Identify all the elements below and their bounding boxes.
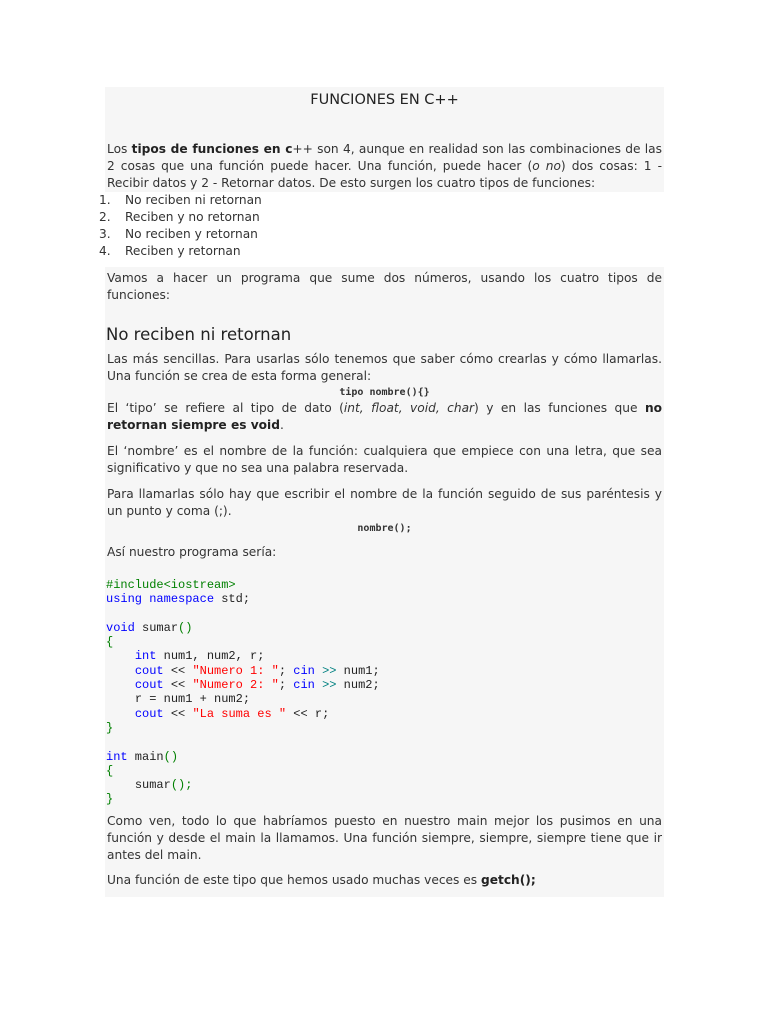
function-types-list xyxy=(99,192,664,260)
como-paragraph: Como ven, todo lo que habríamos puesto en nuestro main mejor los pusimos en una función y desde el main la llamamos. Una función siempre, siempre, siempre tiene que ir antes del main. xyxy=(107,813,662,862)
document-page xyxy=(99,87,664,897)
list-item: 1. No reciben ni retornan xyxy=(99,193,262,207)
program-intro-block xyxy=(105,267,664,310)
tipo-paragraph: El ‘tipo’ se refiere al tipo de dato (int, float, void, char) y en las funciones que no retornan siempre es void. xyxy=(107,401,662,432)
list-item: 2. Reciben y no retornan xyxy=(99,210,260,224)
program-intro-paragraph: Vamos a hacer un programa que sume dos números, usando los cuatro tipos de funciones: xyxy=(107,271,662,302)
list-item: 4. Reciben y retornan xyxy=(99,244,241,258)
llamarlas-paragraph: Para llamarlas sólo hay que escribir el nombre de la función seguido de sus paréntesis y un punto y coma (;). xyxy=(107,487,662,518)
asi-paragraph: Así nuestro programa sería: xyxy=(107,545,277,559)
syntax-call: nombre(); xyxy=(357,523,412,534)
nombre-paragraph: El ‘nombre’ es el nombre de la función: cualquiera que empiece con una letra, que sea significativo y que no sea una palabra reservada. xyxy=(107,444,662,475)
title-text: FUNCIONES EN C++ xyxy=(310,92,459,108)
syntax-general: tipo nombre(){} xyxy=(339,387,430,398)
code-listing: #include<iostream> using namespace std; void sumar() { int num1, num2, r; cout << "Numero 1: "; cin >> num1; cout << "Numero 2: "; cin >> num2; r = num1 + num2; cout << "La suma es " << r; } int main() { sumar(); } xyxy=(106,578,380,807)
intro-block xyxy=(105,141,664,192)
list-item: 3. No reciben y retornan xyxy=(99,227,258,241)
getch-paragraph: Una función de este tipo que hemos usado muchas veces es getch(); xyxy=(107,872,536,887)
intro-paragraph: Los tipos de funciones en c++ son 4, aunque en realidad son las combinaciones de las 2 cosas que una función puede hacer. Una función, puede hacer (o no) dos cosas: 1 - Recibir datos y 2 - Retornar datos. De esto surgen los cuatro tipos de funciones: xyxy=(107,142,662,190)
section-heading: No reciben ni retornan xyxy=(106,325,292,344)
section-block xyxy=(105,310,664,567)
simple-paragraph: Las más sencillas. Para usarlas sólo tenemos que saber cómo crearlas y cómo llamarlas. Una función se crea de esta forma general: xyxy=(107,352,662,383)
code-block xyxy=(105,567,664,897)
page-title xyxy=(105,87,664,141)
